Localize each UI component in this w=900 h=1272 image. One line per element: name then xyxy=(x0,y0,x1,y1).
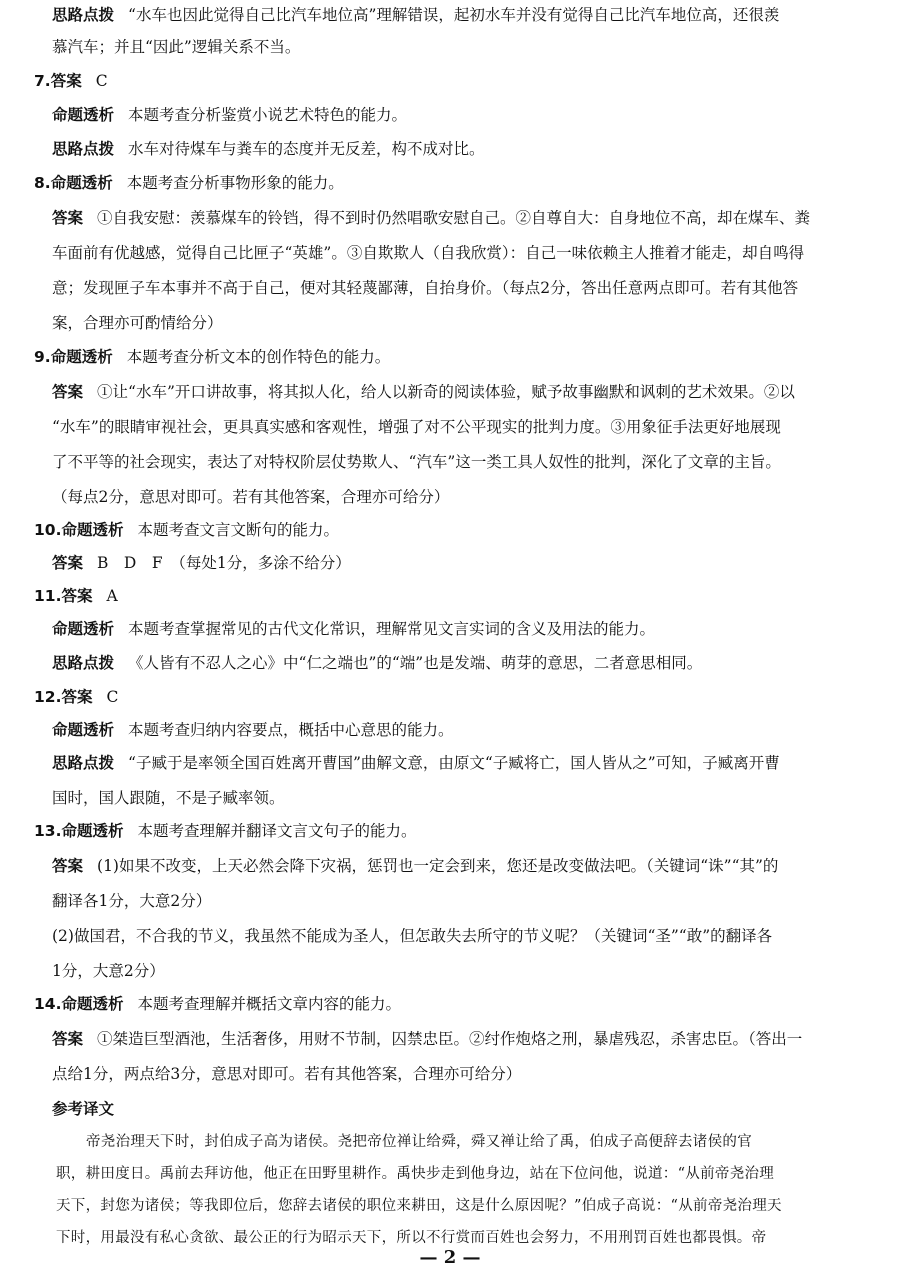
text-line xyxy=(52,36,300,58)
line-text: “子臧于是率领全国百姓离开曹国”曲解文意，由原文“子臧将亡，国人皆从之”可知，子臧离开曹 xyxy=(128,754,780,772)
section-label: 命题透析 xyxy=(52,721,115,739)
line-text: ①让“水车”开口讲故事，将其拟人化，给人以新奇的阅读体验，赋予故事幽默和讽刺的艺术效果。②以 xyxy=(97,383,795,401)
question-number: 7. xyxy=(34,72,51,90)
section-label: 答案 xyxy=(52,209,84,227)
section-label: 思路点拨 xyxy=(52,6,115,24)
line-text: 职，耕田度日。禹前去拜访他，他正在田野里耕作。禹快步走到他身边，站在下位问他，说道：“从前帝尧治理 xyxy=(56,1166,775,1182)
question-heading xyxy=(34,820,417,842)
question-heading xyxy=(34,993,401,1015)
question-heading xyxy=(34,585,118,607)
line-text: A xyxy=(106,587,118,605)
section-label: 思路点拨 xyxy=(52,654,115,672)
line-text: 本题考查理解并翻译文言文句子的能力。 xyxy=(137,822,417,840)
line-text: （每点2分，意思对即可。若有其他答案，合理亦可给分） xyxy=(52,488,450,506)
line-text: 本题考查掌握常见的古代文化常识，理解常见文言实词的含义及用法的能力。 xyxy=(128,620,656,638)
question-heading xyxy=(34,346,390,368)
question-heading xyxy=(34,172,344,194)
question-number: 9. xyxy=(34,348,51,366)
section-label: 思路点拨 xyxy=(52,140,115,158)
text-line xyxy=(52,752,780,774)
question-number: 10. xyxy=(34,521,62,539)
line-text: 本题考查文言文断句的能力。 xyxy=(137,521,339,539)
text-line xyxy=(52,416,781,438)
section-label: 答案 xyxy=(52,383,84,401)
text-line xyxy=(52,552,351,574)
text-line xyxy=(52,104,407,126)
line-text: (1)如果不改变，上天必然会降下灾祸，惩罚也一定会到来，您还是改变做法吧。（关键词“诛”“其”的 xyxy=(97,857,779,875)
text-line xyxy=(52,890,211,912)
text-line xyxy=(52,207,810,229)
text-line xyxy=(52,451,781,473)
translation-line xyxy=(56,1227,766,1249)
question-number: 12. xyxy=(34,688,62,706)
line-text: 本题考查分析事物形象的能力。 xyxy=(126,174,344,192)
text-line xyxy=(52,618,655,640)
question-number: 14. xyxy=(34,995,62,1013)
question-heading xyxy=(34,70,108,92)
line-text: 水车对待煤车与粪车的态度并无反差，构不成对比。 xyxy=(128,140,485,158)
section-label: 命题透析 xyxy=(61,995,124,1013)
line-text: 下时，用最没有私心贪欲、最公正的行为昭示天下，所以不行赏而百姓也会努力，不用刑罚百姓也都畏惧。帝 xyxy=(56,1230,767,1246)
question-number: 13. xyxy=(34,822,62,840)
line-text: 本题考查归纳内容要点，概括中心意思的能力。 xyxy=(128,721,454,739)
line-text: 国时，国人跟随，不是子臧率领。 xyxy=(52,789,285,807)
section-label: 答案 xyxy=(52,857,84,875)
translation-line xyxy=(56,1163,774,1185)
question-number: 11. xyxy=(34,587,62,605)
text-line xyxy=(52,381,795,403)
line-text: ①桀造巨型酒池，生活奢侈，用财不节制，囚禁忠臣。②纣作炮烙之刑，暴虐残忍，杀害忠臣。（答出一 xyxy=(97,1030,803,1048)
line-text: 案，合理亦可酌情给分） xyxy=(52,314,223,332)
question-number: 8. xyxy=(34,174,51,192)
line-text: 本题考查分析鉴赏小说艺术特色的能力。 xyxy=(128,106,408,124)
text-line xyxy=(52,787,285,809)
question-heading xyxy=(34,686,118,708)
line-text: 1分，大意2分） xyxy=(52,962,165,980)
line-text: (2)做国君，不合我的节义，我虽然不能成为圣人，但怎敢失去所守的节义呢？（关键词“圣”“敢”的翻译各 xyxy=(52,927,773,945)
text-line xyxy=(52,925,772,947)
line-text: 《人皆有不忍人之心》中“仁之端也”的“端”也是发端、萌芽的意思，二者意思相同。 xyxy=(128,654,703,672)
section-label: 命题透析 xyxy=(52,620,115,638)
line-text: 天下，封您为诸侯；等我即位后，您辞去诸侯的职位来耕田，这是什么原因呢？”伯成子高说：“从前帝尧治理天 xyxy=(56,1198,782,1214)
text-line xyxy=(52,855,778,877)
question-heading xyxy=(34,519,339,541)
section-label: 答案 xyxy=(61,587,93,605)
line-text: C xyxy=(95,72,108,90)
section-label: 命题透析 xyxy=(52,106,115,124)
text-line xyxy=(52,486,449,508)
text-line xyxy=(52,719,454,741)
section-label: 命题透析 xyxy=(61,822,124,840)
section-label: 命题透析 xyxy=(50,174,113,192)
line-text: 本题考查理解并概括文章内容的能力。 xyxy=(137,995,401,1013)
text-line xyxy=(52,652,702,674)
text-line xyxy=(52,138,485,160)
text-line xyxy=(52,4,779,26)
translation-line xyxy=(86,1131,752,1153)
translation-line xyxy=(56,1195,782,1217)
text-line xyxy=(52,312,223,334)
section-label: 思路点拨 xyxy=(52,754,115,772)
line-text: 本题考查分析文本的创作特色的能力。 xyxy=(126,348,391,366)
section-label: 参考译文 xyxy=(52,1100,115,1118)
section-label: 答案 xyxy=(52,554,84,572)
page-number: — 2 — xyxy=(419,1247,481,1268)
text-line xyxy=(52,277,798,299)
section-label: 命题透析 xyxy=(61,521,124,539)
text-line xyxy=(52,242,804,264)
text-line xyxy=(52,1028,802,1050)
text-line xyxy=(52,960,165,982)
line-text: “水车”的眼睛审视社会，更具真实感和客观性，增强了对不公平现实的批判力度。③用象征手法更好地展现 xyxy=(52,418,781,436)
line-text: “水车也因此觉得自己比汽车地位高”理解错误，起初水车并没有觉得自己比汽车地位高，还很羡 xyxy=(128,6,780,24)
text-line xyxy=(52,1098,114,1120)
line-text: ①自我安慰：羡慕煤车的铃铛，得不到时仍然唱歌安慰自己。②自尊自大：自身地位不高，却在煤车、粪 xyxy=(97,209,811,227)
line-text: C xyxy=(106,688,119,706)
section-label: 答案 xyxy=(52,1030,84,1048)
line-text: 点给1分，两点给3分，意思对即可。若有其他答案，合理亦可给分） xyxy=(52,1065,522,1083)
line-text: 意；发现匣子车本事并不高于自己，便对其轻蔑鄙薄，自抬身价。（每点2分，答出任意两点即可。若有其他答 xyxy=(52,279,799,297)
section-label: 答案 xyxy=(50,72,82,90)
line-text: 车面前有优越感，觉得自己比匣子“英雄”。③自欺欺人（自我欣赏）：自己一味依赖主人推着才能走，却自鸣得 xyxy=(52,244,805,262)
line-text: 慕汽车；并且“因此”逻辑关系不当。 xyxy=(52,38,301,56)
line-text: 翻译各1分，大意2分） xyxy=(52,892,212,910)
line-text: 帝尧治理天下时，封伯成子高为诸侯。尧把帝位禅让给舜，舜又禅让给了禹，伯成子高便辞去诸侯的官 xyxy=(86,1134,752,1150)
line-text: 了不平等的社会现实，表达了对特权阶层仗势欺人、“汽车”这一类工具人奴性的批判，深化了文章的主旨。 xyxy=(52,453,781,471)
section-label: 答案 xyxy=(61,688,93,706)
section-label: 命题透析 xyxy=(50,348,113,366)
text-line xyxy=(52,1063,521,1085)
line-text: B D F （每处1分，多涂不给分） xyxy=(97,554,351,572)
